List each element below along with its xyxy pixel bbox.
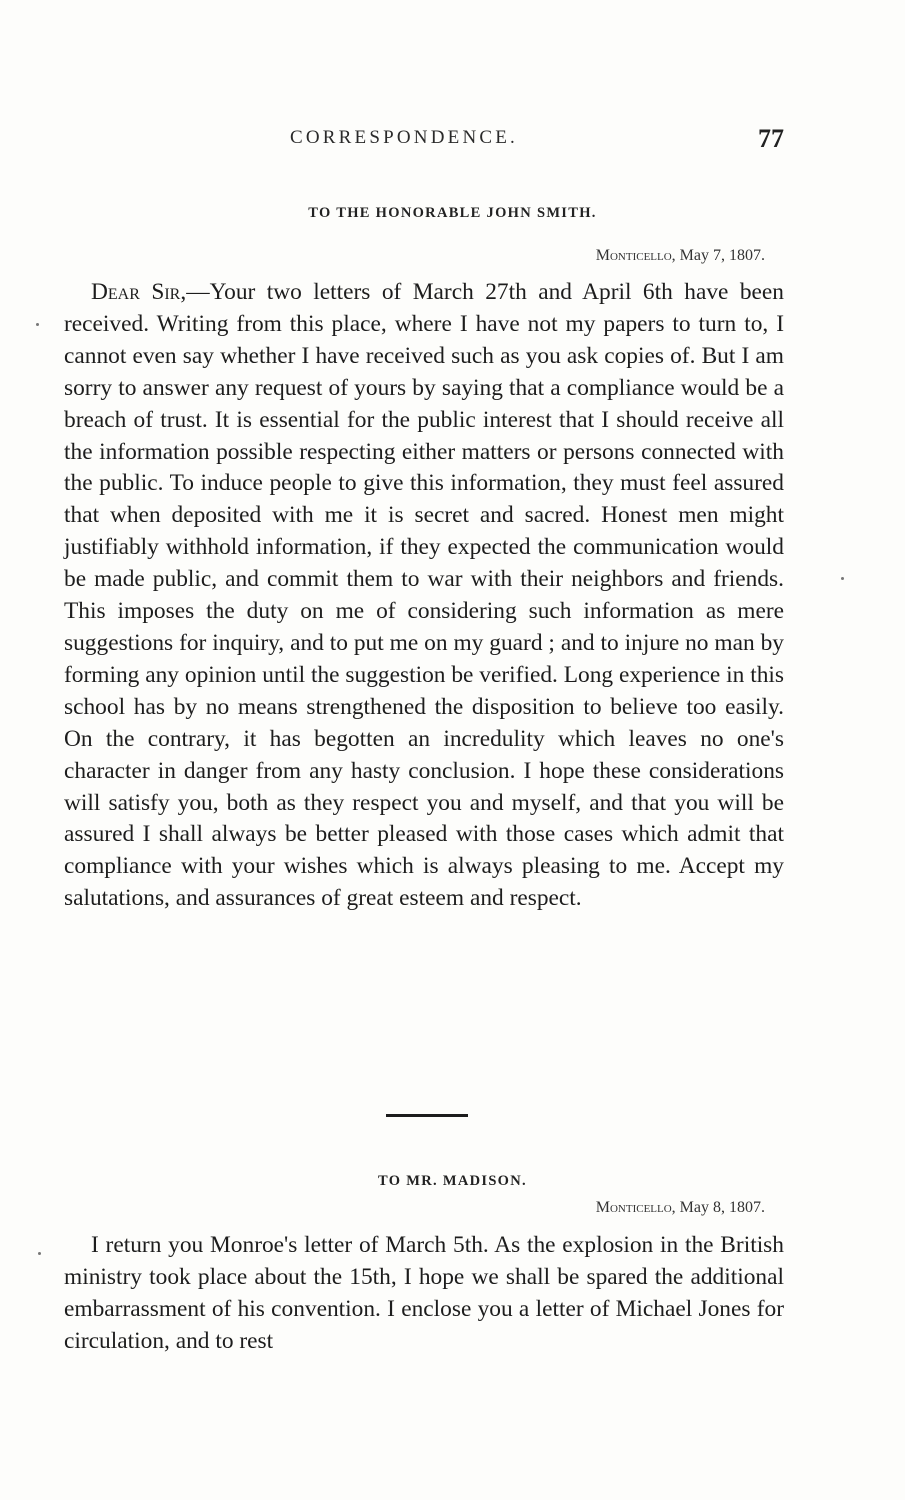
letter-heading-smith: TO THE HONORABLE JOHN SMITH. <box>308 205 597 221</box>
letter-heading-madison: TO MR. MADISON. <box>378 1173 527 1189</box>
letter-body-smith <box>64 277 784 915</box>
letter-text-smith: —Your two letters of March 27th and April 6th have been received. Writing from this place, where I have not my papers to turn to, I cannot even say whether I have received such as you ask copies of. But I am sorry to answer any request of yours by saying that a compliance would be a breach of trust. It is essential for the public interest that I should receive all the information possible respecting either matters or persons connected with the public. To induce people to give this information, they must feel assured that when deposited with me it is secret and sacred. Honest men might justifiably withhold information, if they expected the communication would be made public, and commit them to war with their neighbors and friends. This imposes the duty on me of considering such information as mere suggestions for inquiry, and to put me on my guard ; and to injure no man by forming any opinion until the suggestion be verified. Long experience in this school has by no means strengthened the disposition to believe too easily. On the contrary, it has begotten an incredulity which leaves no one's character in danger from any hasty conclusion. I hope these considerations will satisfy you, both as they respect you and myself, and that you will be assured I shall always be better pleased with those cases which admit that compliance with your wishes which is always pleasing to me. Accept my salutations, and assurances of great esteem and respect. <box>64 279 784 912</box>
dateline-madison <box>596 1199 765 1217</box>
dateline-date: , May 8, 1807. <box>671 1199 765 1216</box>
margin-speck <box>841 577 844 580</box>
dateline-date: , May 7, 1807. <box>671 247 765 264</box>
page-number: 77 <box>758 124 784 153</box>
dateline-smith <box>596 247 765 265</box>
running-head <box>0 124 905 157</box>
salutation: Dear Sir, <box>91 279 187 305</box>
margin-speck <box>38 1252 41 1255</box>
letter-body-madison: I return you Monroe's letter of March 5th. As the explosion in the British ministry took place about the 15th, I hope we shall be spared the additional embarrassment of his convention. I enclose you a letter of Michael Jones for circulation, and to rest <box>64 1232 784 1354</box>
dateline-place: Monticello <box>595 1199 672 1216</box>
running-title: CORRESPONDENCE. <box>290 127 518 148</box>
margin-speck <box>36 323 39 326</box>
dateline-place: Monticello <box>595 247 672 264</box>
section-divider <box>386 1114 468 1117</box>
